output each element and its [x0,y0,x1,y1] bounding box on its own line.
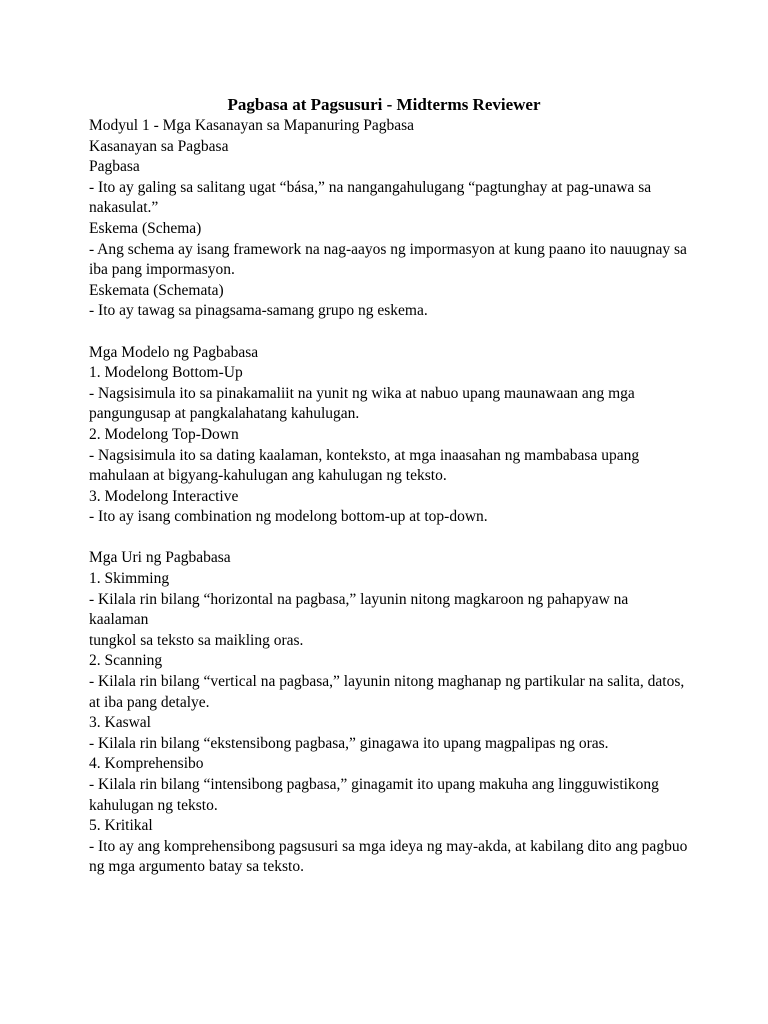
definition-line: - Kilala rin bilang “vertical na pagbasa,” layunin nitong maghanap ng partikular na salita, datos, [89,673,685,691]
section-heading: Mga Modelo ng Pagbabasa [89,343,259,361]
definition-line: - Kilala rin bilang “ekstensibong pagbasa,” ginagawa ito upang magpalipas ng oras. [89,734,609,752]
term-heading: Pagbasa [89,158,140,176]
paragraph-gap [89,322,688,343]
module-heading: Modyul 1 - Mga Kasanayan sa Mapanuring Pagbasa [89,117,414,134]
definition-line: - Ang schema ay isang framework na nag-aayos ng impormasyon at kung paano ito nauugnay sa [89,240,687,258]
definition-line: - Kilala rin bilang “intensibong pagbasa,” ginagamit ito upang makuha ang lingguwistikong [89,776,659,793]
list-item-heading: 3. Modelong Interactive [89,487,239,505]
list-item-heading: 3. Kaswal [89,714,151,732]
definition-line: pangungusap at pangkalahatang kahulugan. [89,405,360,423]
section-intro [89,116,688,322]
definition-line: ng mga argumento batay sa teksto. [89,858,304,876]
definition-line: - Ito ay galing sa salitang ugat “bása,” na nangangahulugang “pagtunghay at pag-unawa sa [89,178,652,196]
definition-line: - Ito ay tawag sa pinagsama-samang grupo ng eskema. [89,302,428,320]
definition-line: - Ito ay isang combination ng modelong bottom-up at top-down. [89,508,488,526]
definition-line: - Ito ay ang komprehensibong pagsusuri sa mga ideya ng may-akda, at kabilang dito ang pagbuo [89,837,688,855]
term-heading: Eskema (Schema) [89,219,202,237]
section-heading: Kasanayan sa Pagbasa [89,137,229,155]
paragraph-gap [89,528,688,549]
definition-line: iba pang impormasyon. [89,261,235,279]
section-heading: Mga Uri ng Pagbabasa [89,549,231,567]
definition-line: mahulaan at bigyang-kahulugan ang kahulugan ng teksto. [89,467,447,485]
section-uri [89,548,688,878]
section-modelo [89,343,688,528]
list-item-heading: 5. Kritikal [89,817,153,835]
list-item-heading: 1. Modelong Bottom-Up [89,364,243,382]
document-title: Pagbasa at Pagsusuri - Midterms Reviewer [227,95,541,114]
list-item-heading: 2. Modelong Top-Down [89,425,239,443]
term-heading: Eskemata (Schemata) [89,281,224,299]
definition-line: tungkol sa teksto sa maikling oras. [89,631,304,649]
definition-line: - Nagsisimula ito sa dating kaalaman, konteksto, at mga inaasahan ng mambabasa upang [89,446,640,464]
definition-line: - Nagsisimula ito sa pinakamaliit na yunit ng wika at nabuo upang maunawaan ang mga [89,384,635,402]
list-item-heading: 1. Skimming [89,570,170,588]
list-item-heading: 4. Komprehensibo [89,755,204,773]
definition-line: - Kilala rin bilang “horizontal na pagbasa,” layunin nitong magkaroon ng pahapyaw na kaalaman [89,590,633,629]
definition-line: nakasulat.” [89,199,159,217]
list-item-heading: 2. Scanning [89,652,163,670]
definition-line: kahulugan ng teksto. [89,796,218,814]
definition-line: at iba pang detalye. [89,693,210,711]
